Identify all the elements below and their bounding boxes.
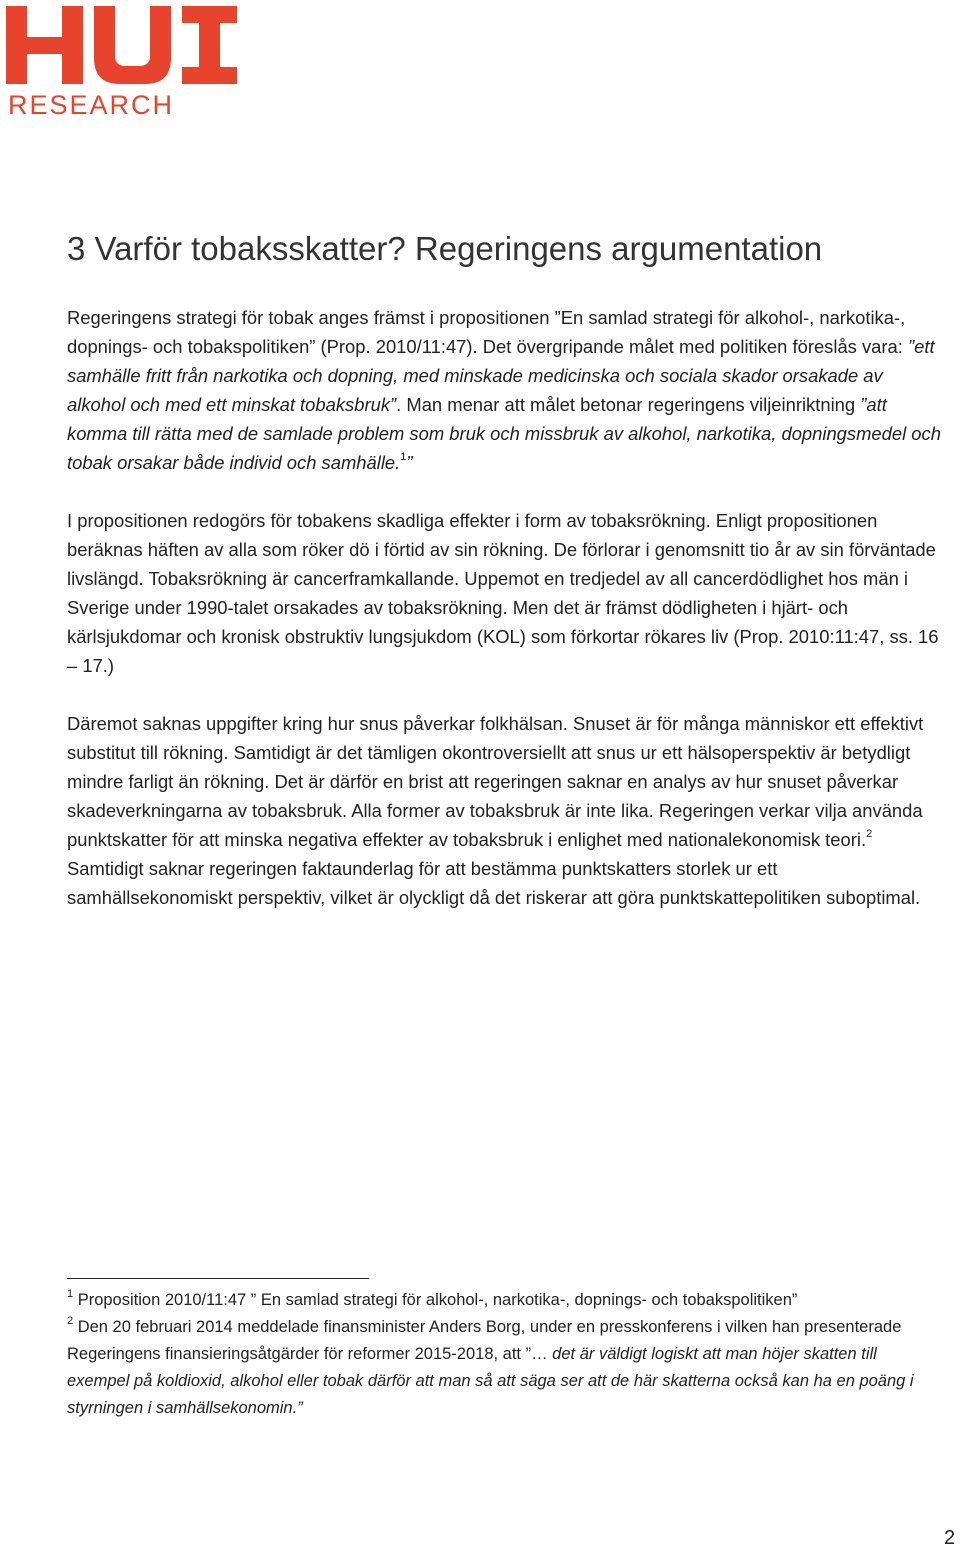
footnote-1-number: 1	[67, 1288, 74, 1300]
footnote-1-text: Proposition 2010/11:47 ” En samlad strategi för alkohol-, narkotika-, dopnings- och tobakspolitiken”	[73, 1291, 798, 1309]
footnote-separator	[67, 1278, 369, 1279]
p3-text-2: Samtidigt saknar regeringen faktaunderlag för att bestämma punktskatters storlek ur ett samhällsekonomiskt perspektiv, vilket är olyckligt då det riskerar att göra punktskattepolitiken suboptimal.	[67, 858, 921, 908]
hui-research-logo	[6, 6, 242, 118]
page-number: 2	[944, 1527, 956, 1549]
logo-subtitle: RESEARCH	[8, 90, 175, 120]
paragraph-health-effects: I propositionen redogörs för tobakens skadliga effekter i form av tobaksrökning. Enligt propositionen beräknas häften av alla som röker dö i förtid av sin rökning. De förlorar i genomsnitt tio år av sin förväntade livslängd. Tobaksrökning är cancerframkallande. Uppemot en tredjedel av all cancerdödlighet hos män i Sverige under 1990-talet orsakades av tobaksrökning. Men det är främst dödligheten i hjärt- och kärlsjukdomar och kronisk obstruktiv lungsjukdom (KOL) som förkortar rökares liv (Prop. 2010:11:47, ss. 16 – 17.)	[67, 510, 939, 676]
footnote-2-number: 2	[67, 1315, 74, 1327]
footnote-1	[67, 1287, 942, 1314]
footnote-2	[67, 1314, 942, 1422]
footnote-2-text: Den 20 februari 2014 meddelade finansminister Anders Borg, under en presskonferens i vilken han presenterade Regeringens finansieringsåtgärder för reformer 2015-2018, att ”…	[67, 1318, 902, 1363]
p1-quote-2: ”att komma till rätta med de samlade problem som bruk och missbruk av alkohol, narkotika, dopningsmedel och tobak orsakar både individ och samhälle.	[67, 394, 941, 473]
footnote-ref-2[interactable]: 2	[866, 828, 873, 840]
p1-text-2: . Man menar att målet betonar regeringens viljeinriktning	[396, 394, 861, 415]
p1-quote-close: ”	[406, 452, 413, 473]
paragraph-snus	[67, 709, 942, 912]
p1-text-1: Regeringens strategi för tobak anges främst i propositionen ”En samlad strategi för alkohol-, narkotika-, dopnings- och tobakspolitiken” (Prop. 2010/11:47). Det övergripande målet med politiken föreslås vara:	[67, 307, 908, 357]
paragraph-strategy	[67, 303, 942, 477]
footnote-ref-1[interactable]: 1	[400, 451, 407, 463]
section-heading: 3 Varför tobaksskatter? Regeringens argumentation	[67, 230, 823, 267]
p1-quote-1: ”ett samhälle fritt från narkotika och dopning, med minskade medicinska och sociala skador orsakade av alkohol och med ett minskat tobaksbruk”	[67, 336, 935, 415]
p3-text-1: Däremot saknas uppgifter kring hur snus påverkar folkhälsan. Snuset är för många människor ett effektivt substitut till rökning. Samtidigt är det tämligen okontroversiellt att snus ur ett hälsoperspektiv är betydligt mindre farligt än rökning. Det är därför en brist att regeringen saknar en analys av hur snuset påverkar skadeverkningarna av tobaksbruk. Alla former av tobaksbruk är inte lika. Regeringen verkar vilja använda punktskatter för att minska negativa effekter av tobaksbruk i enlighet med nationalekonomisk teori.	[67, 713, 924, 850]
hui-logo-mark	[6, 6, 242, 88]
footnote-2-quote: det är väldigt logiskt att man höjer skatten till exempel på koldioxid, alkohol eller tobak därför att man så att säga ser att de här skatterna också kan ha en poäng i styrningen i samhällsekonomin.”	[67, 1345, 914, 1417]
